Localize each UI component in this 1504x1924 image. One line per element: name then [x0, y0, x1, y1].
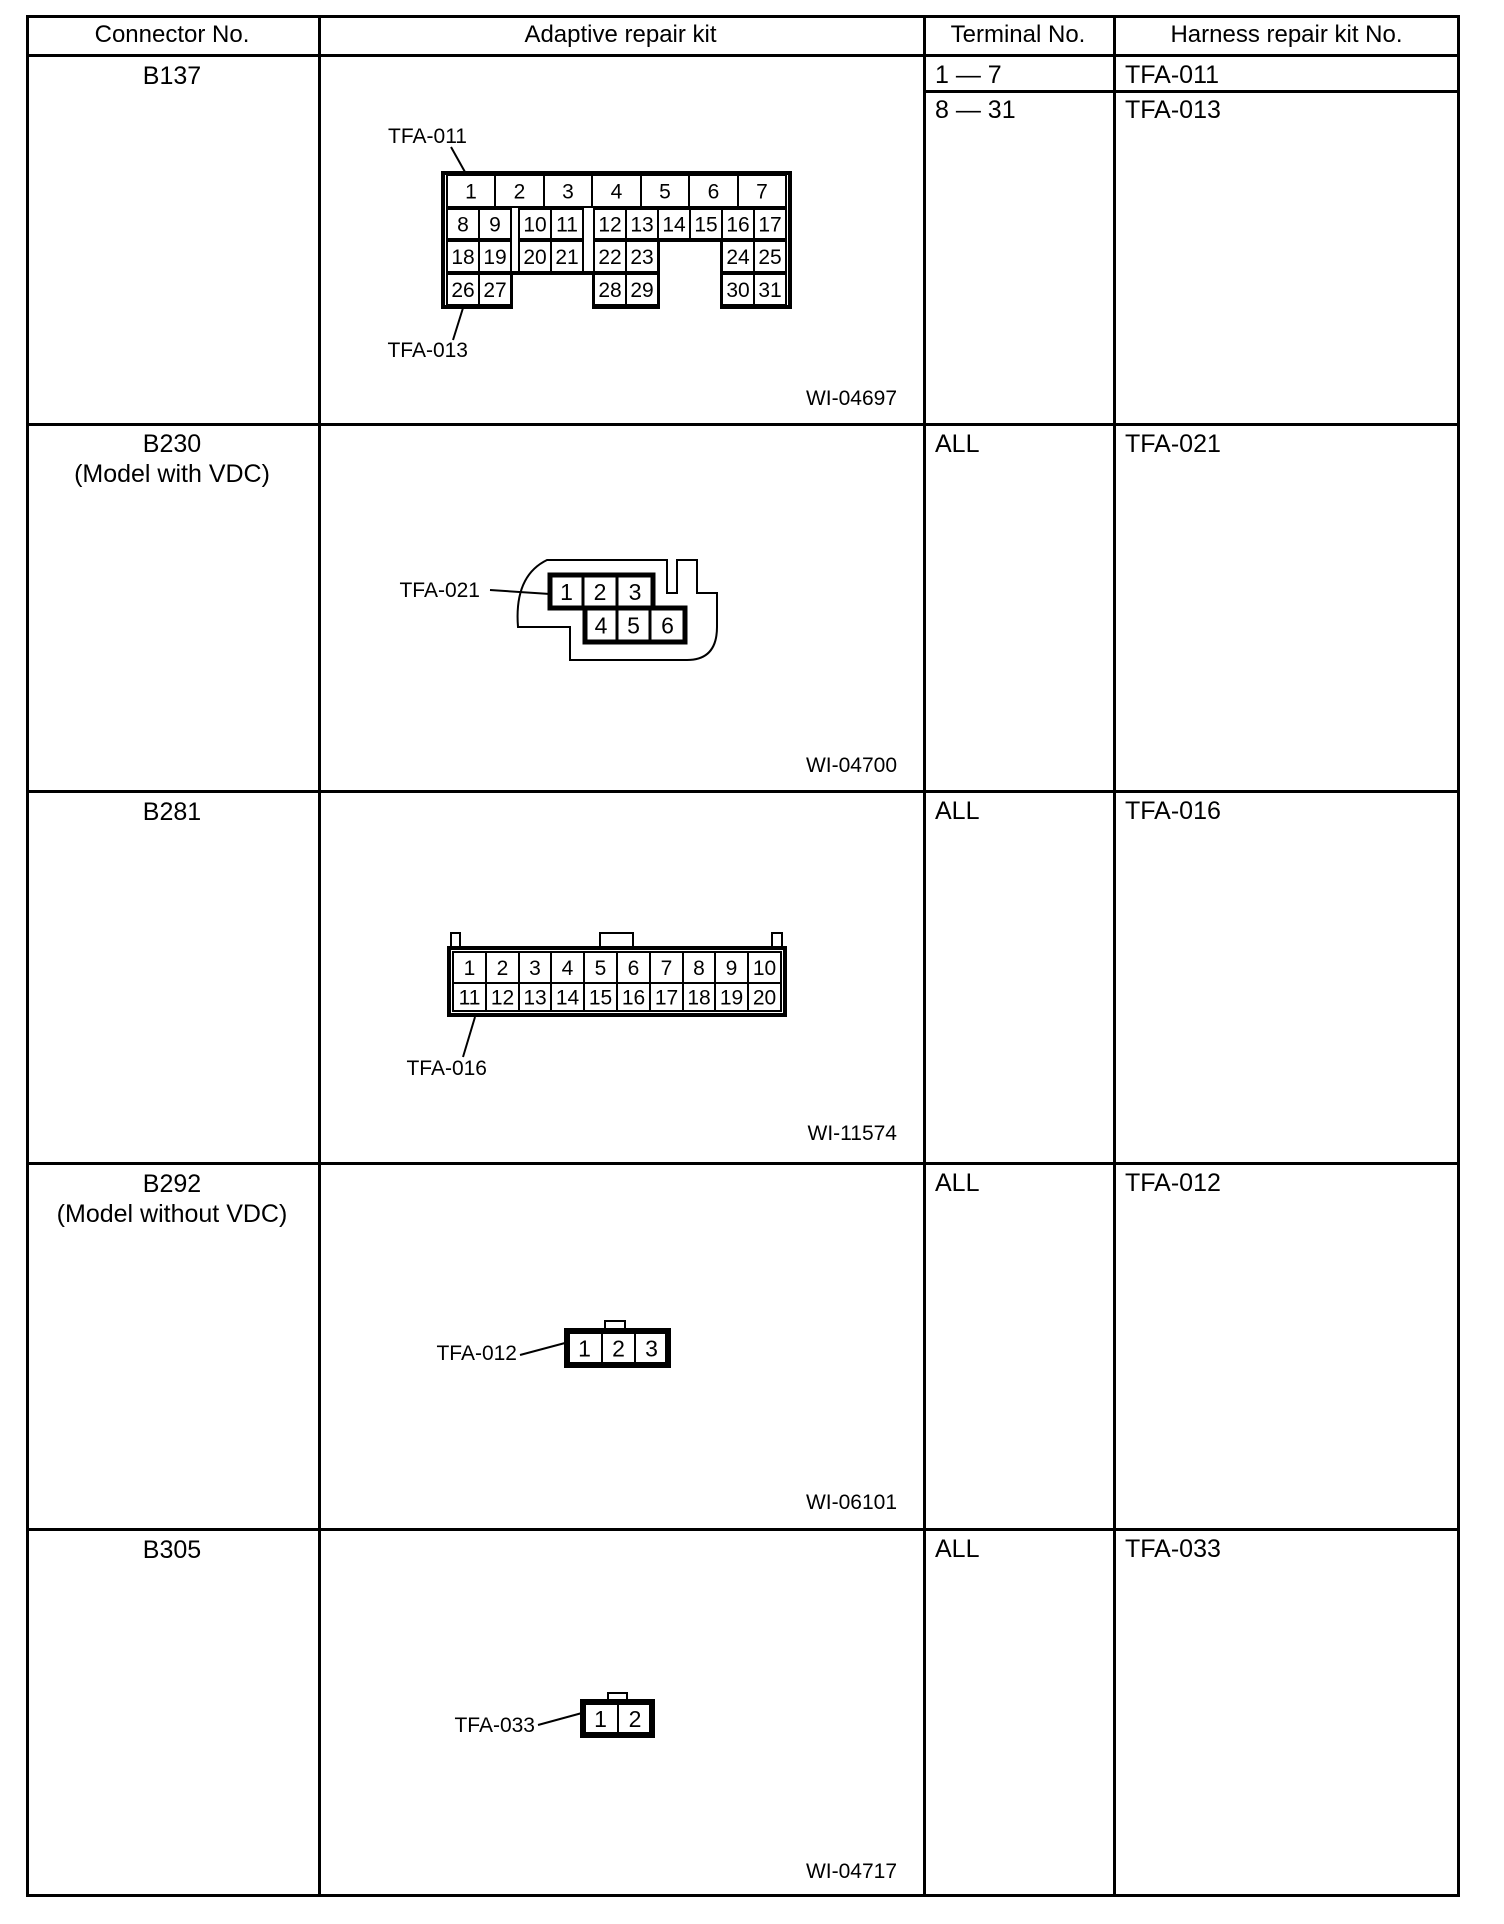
pin-number: 19: [719, 986, 744, 1010]
pin-number: 5: [659, 180, 671, 204]
terminal-range-all: ALL: [935, 430, 980, 458]
pin-number: 10: [523, 213, 547, 237]
pin-number: 9: [489, 213, 501, 237]
pin-number: 14: [555, 986, 580, 1010]
connector-no-b292: [26, 1169, 318, 1229]
pin-number: 3: [529, 957, 541, 981]
pin-number: 18: [687, 986, 711, 1010]
pin-number: 3: [628, 578, 642, 605]
column-header-connector-no: Connector No.: [94, 21, 250, 48]
grid-line: [923, 15, 926, 1897]
terminal-range-all: ALL: [935, 1535, 980, 1563]
connector-no-text: B230: [142, 430, 202, 458]
pin-number: 1: [465, 180, 477, 204]
pin-number: 15: [588, 986, 613, 1010]
diagram-label-tfa-021: TFA-021: [399, 579, 480, 602]
diagram-label-tfa-013: TFA-013: [387, 339, 468, 362]
connector-tab: [451, 933, 460, 948]
leader-line: [520, 1343, 565, 1355]
pin-number: 6: [661, 612, 674, 639]
leader-line: [453, 308, 463, 340]
pin-number: 6: [707, 180, 720, 204]
pin-number: 27: [483, 279, 507, 303]
connector-note-text: (Model with VDC): [74, 460, 270, 488]
pin-number: 2: [612, 1335, 625, 1362]
grid-line: [1113, 15, 1116, 1897]
pin-number: 1: [594, 1705, 607, 1732]
connector-tab: [600, 933, 633, 948]
pin-number: 11: [458, 986, 481, 1010]
pin-number: 12: [598, 213, 622, 237]
pin-number: 13: [630, 213, 654, 237]
column-header-terminal-no: Terminal No.: [950, 21, 1086, 48]
column-header-harness-repair-kit-no: Harness repair kit No.: [1170, 21, 1403, 48]
connector-no-b230: [26, 429, 318, 489]
pin-number: 2: [593, 578, 607, 605]
connector-note-text: (Model without VDC): [56, 1200, 288, 1228]
pin-number: 8: [457, 213, 469, 237]
connector-no-b137: B137: [142, 62, 202, 90]
pin-number: 29: [630, 279, 654, 303]
pin-number: 3: [645, 1335, 658, 1362]
kit-no-tfa-011: TFA-011: [1125, 61, 1220, 89]
pin-number: 19: [483, 246, 507, 270]
pin-number: 3: [562, 180, 574, 204]
leader-line: [451, 147, 465, 172]
kit-no-tfa-013: TFA-013: [1125, 96, 1221, 124]
diagram-label-tfa-011: TFA-011: [388, 125, 467, 148]
leader-line: [463, 1017, 475, 1057]
connector-diagram-b305: [318, 1528, 923, 1897]
pin-number: 17: [758, 213, 782, 237]
figure-ref-wi-11574: WI-11574: [807, 1122, 897, 1145]
pin-number: 9: [725, 957, 738, 981]
pin-number: 14: [662, 213, 686, 237]
leader-line: [538, 1713, 582, 1725]
pin-number: 15: [694, 213, 718, 237]
figure-ref-wi-04697: WI-04697: [805, 387, 897, 410]
connector-no-b281: B281: [142, 798, 202, 826]
pin-number: 12: [490, 986, 515, 1010]
pin-number: 4: [594, 612, 608, 639]
pin-number: 21: [555, 246, 579, 270]
pin-number: 2: [513, 180, 526, 204]
terminal-range-8-31: 8 — 31: [935, 96, 1016, 124]
terminal-range-1-7: 1 — 7: [935, 61, 1002, 89]
kit-no-tfa-016: TFA-016: [1125, 797, 1221, 825]
pin-number: 1: [560, 578, 573, 605]
pin-number: 23: [630, 246, 654, 270]
connector-diagram-b292: [318, 1162, 923, 1528]
column-header-adaptive-repair-kit: Adaptive repair kit: [524, 21, 717, 48]
pin-number: 20: [523, 246, 547, 270]
pin-number: 11: [556, 213, 578, 237]
connector-diagram-b137: [318, 54, 923, 423]
connector-diagram-b281: [318, 790, 923, 1162]
pin-number: 2: [496, 957, 509, 981]
pin-number: 22: [598, 246, 622, 270]
pin-number: 26: [451, 279, 475, 303]
pin-number: 7: [660, 957, 673, 981]
pin-number: 1: [578, 1335, 591, 1362]
kit-no-tfa-033: TFA-033: [1125, 1535, 1221, 1563]
pin-number: 1: [463, 957, 476, 981]
pin-number: 16: [621, 986, 646, 1010]
figure-ref-wi-04700: WI-04700: [805, 754, 897, 777]
pin-number: 24: [726, 246, 750, 270]
grid-line: [1457, 15, 1460, 1897]
pin-number: 10: [752, 957, 777, 981]
connector-diagram-b230: [318, 423, 923, 790]
pin-number: 4: [610, 180, 623, 204]
diagram-label-tfa-016: TFA-016: [406, 1057, 487, 1080]
pin-number: 25: [758, 246, 782, 270]
grid-line: [923, 90, 1460, 93]
pin-number: 13: [523, 986, 547, 1010]
kit-no-tfa-012: TFA-012: [1125, 1169, 1221, 1197]
diagram-label-tfa-012: TFA-012: [436, 1342, 517, 1365]
figure-ref-wi-06101: WI-06101: [805, 1491, 897, 1514]
pin-number: 30: [726, 279, 750, 303]
pin-number: 8: [693, 957, 705, 981]
pin-number: 5: [627, 612, 640, 639]
connector-tab: [772, 933, 782, 948]
pin-number: 6: [627, 957, 640, 981]
figure-ref-wi-04717: WI-04717: [805, 1860, 897, 1883]
pin-number: 4: [561, 957, 574, 981]
pin-number: 2: [628, 1705, 642, 1732]
kit-no-tfa-021: TFA-021: [1125, 430, 1221, 458]
diagram-label-tfa-033: TFA-033: [454, 1714, 535, 1737]
pin-number: 31: [758, 279, 782, 303]
pin-number: 16: [726, 213, 750, 237]
connector-no-b305: B305: [142, 1536, 202, 1564]
grid-line: [26, 15, 29, 1897]
pin-number: 5: [594, 957, 607, 981]
pin-number: 20: [752, 986, 777, 1010]
pin-number: 17: [654, 986, 679, 1010]
pin-number: 7: [756, 180, 768, 204]
connector-no-text: B292: [142, 1170, 202, 1198]
terminal-range-all: ALL: [935, 797, 980, 825]
terminal-range-all: ALL: [935, 1169, 980, 1197]
pin-number: 18: [451, 246, 475, 270]
pin-number: 28: [598, 279, 622, 303]
